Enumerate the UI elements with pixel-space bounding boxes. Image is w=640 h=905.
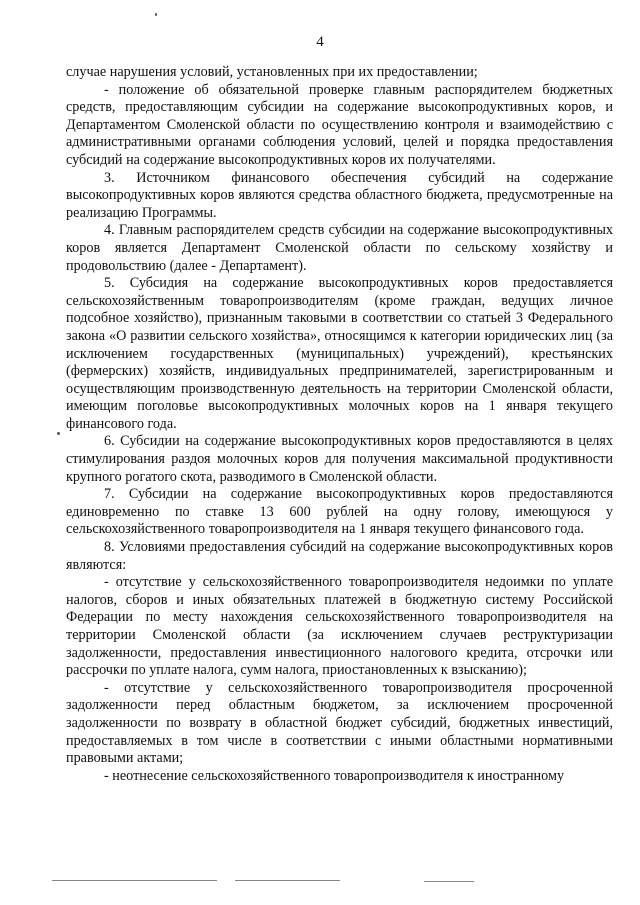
paragraph-item-7: 7. Субсидии на содержание высокопродуктивных коров предоставляются единовременно по ставке 13 600 рублей на одну голову, имеющуюся у сельскохозяйственного товаропроизводителя на 1 января текущего финансового года. — [66, 486, 613, 538]
paragraph-verification-clause: - положение об обязательной проверке главным распорядителем бюджетных средств, предоставляющим субсидии на содержание высокопродуктивных коров, и Департаментом Смоленской области по осуществлению контроля и взаимодействию с административными органами соблюдения условий, целей и порядка предоставления субсидий на содержание высокопродуктивных коров их получателями. — [66, 81, 613, 168]
paragraph-continuation: случае нарушения условий, установленных при их предоставлении; — [66, 64, 478, 80]
page-number: 4 — [316, 34, 324, 50]
paragraph-condition-not-foreign: - неотнесение сельскохозяйственного товаропроизводителя к иностранному — [104, 767, 565, 784]
paragraph-item-8: 8. Условиями предоставления субсидий на содержание высокопродуктивных коров являются: — [66, 539, 613, 573]
paragraph-item-5: 5. Субсидия на содержание высокопродуктивных коров предоставляется сельскохозяйственным товаропроизводителям (кроме граждан, ведущих личное подсобное хозяйство), признанным таковыми в соответствии со статьей 3 Федерального закона «О развитии сельского хозяйства», относящимся к категории юридических лиц (за исключением государственных (муниципальных) учреждений), крестьянских (фермерских) хозяйств, индивидуальных предпринимателей, зарегистрированным и осуществляющим производственную деятельность на территории Смоленской области, имеющим поголовье высокопродуктивных молочных коров на 1 января текущего финансового года. — [66, 275, 613, 432]
document-body — [66, 64, 613, 785]
paragraph-condition-no-overdue-debt: - отсутствие у сельскохозяйственного товаропроизводителя просроченной задолженности перед областным бюджетом, за исключением просроченной задолженности по возврату в областной бюджет субсидий, бюджетных инвестиций, предоставляемых в том числе в соответствии с иными областными нормативными правовыми актами; — [66, 679, 613, 767]
paragraph-item-6: 6. Субсидии на содержание высокопродуктивных коров предоставляются в целях стимулирования раздоя молочных коров для получения максимальной продуктивности крупного рогатого скота, разводимого в Смоленской области. — [66, 433, 613, 485]
scan-speck — [57, 432, 60, 435]
paragraph-item-3: 3. Источником финансового обеспечения субсидий на содержание высокопродуктивных коров являются средства областного бюджета, предусмотренные на реализацию Программы. — [66, 169, 613, 221]
scan-artifact-line — [424, 881, 474, 882]
scan-artifact-line — [235, 880, 340, 881]
paragraph-item-4: 4. Главным распорядителем средств субсидии на содержание высокопродуктивных коров является Департамент Смоленской области по сельскому хозяйству и продовольствию (далее - Департамент). — [66, 222, 613, 274]
paragraph-condition-no-arrears: - отсутствие у сельскохозяйственного товаропроизводителя недоимки по уплате налогов, сборов и иных обязательных платежей в бюджетную систему Российской Федерации по месту нахождения сельскохозяйственного товаропроизводителя на территории Смоленской области (за исключением случаев реструктуризации задолженности, предоставления инвестиционного налогового кредита, отсрочки или рассрочки по уплате налога, сумм налога, приостановленных к взысканию); — [66, 574, 613, 679]
scan-artifact-line — [52, 880, 217, 881]
scan-speck — [155, 13, 157, 16]
